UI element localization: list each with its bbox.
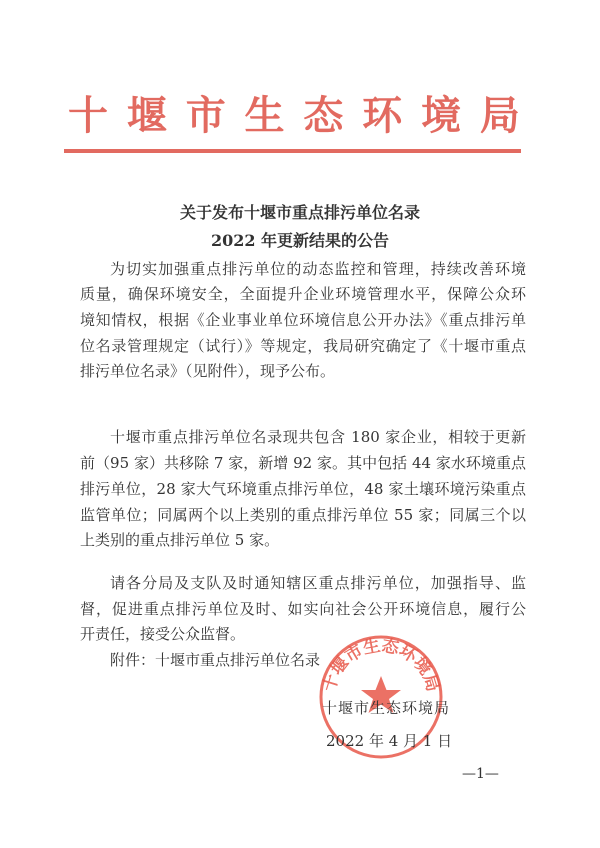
red-divider [64, 149, 521, 153]
paragraph-1-line: 位名录管理规定（试行）》等规定，我局研究确定了《十堰市重点 [80, 337, 526, 355]
masthead-char: 态 [303, 93, 344, 139]
notice-title-line-2: 2022 年更新结果的公告 [210, 231, 390, 250]
signature-date: 2022 年 4 月 1 日 [326, 732, 453, 750]
paragraph-1-line: 质量，确保环境安全，全面提升企业环境管理水平，保障公众环 [80, 285, 526, 303]
paragraph-3-line: 督，促进重点排污单位及时、如实向社会公开环境信息，履行公 [80, 600, 526, 618]
seal-text: 十堰市生态环境局 [319, 635, 443, 695]
notice-title-line-1: 关于发布十堰市重点排污单位名录 [179, 203, 420, 222]
masthead-char: 市 [185, 93, 226, 139]
paragraph-1-line: 为切实加强重点排污单位的动态监控和管理，持续改善环境 [110, 260, 526, 278]
masthead-char: 生 [244, 93, 285, 139]
paragraph-3-line: 开责任，接受公众监督。 [80, 625, 246, 643]
paragraph-1-line: 排污单位名录》（见附件），现予公布。 [80, 362, 336, 380]
masthead-title [68, 92, 520, 140]
paragraph-3-line: 请各分局及支队及时通知辖区重点排污单位，加强指导、监 [110, 574, 526, 592]
masthead-char: 环 [362, 93, 403, 139]
paragraph-2-line: 前（95 家）共移除 7 家，新增 92 家。其中包括 44 家水环境重点 [80, 454, 526, 472]
masthead-char: 十 [68, 93, 108, 139]
signature-org: 十堰市生态环境局 [322, 699, 451, 717]
page-number: —1— [462, 766, 499, 782]
attachment-line: 附件：十堰市重点排污单位名录 [110, 651, 321, 669]
paragraph-2-line: 十堰市重点排污单位名录现共包含 180 家企业，相较于更新 [110, 428, 526, 446]
paragraph-1-line: 境知情权，根据《企业事业单位环境信息公开办法》《重点排污单 [80, 311, 526, 329]
paragraph-2-line: 监管单位；同属两个以上类别的重点排污单位 55 家；同属三个以 [80, 506, 526, 524]
masthead-char: 境 [421, 93, 462, 139]
masthead-char: 堰 [126, 93, 167, 139]
masthead-char: 局 [479, 93, 520, 139]
paragraph-2-line: 上类别的重点排污单位 5 家。 [80, 531, 280, 549]
paragraph-2-line: 排污单位，28 家大气环境重点排污单位，48 家土壤环境污染重点 [80, 480, 526, 498]
